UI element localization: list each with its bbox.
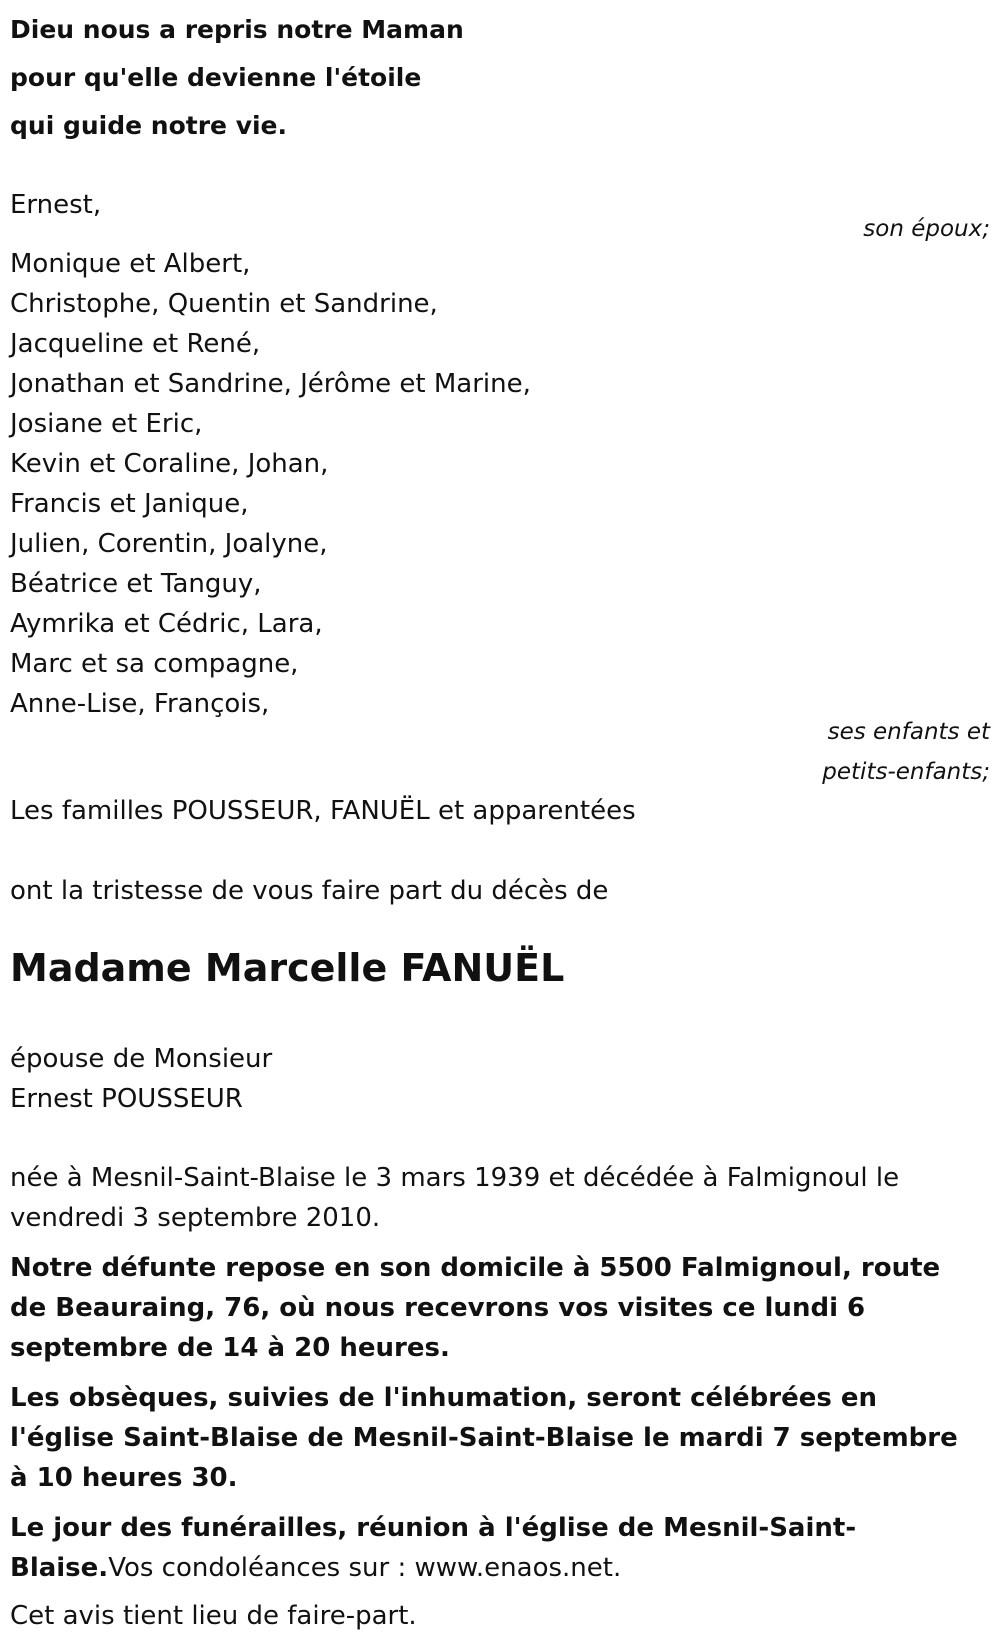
- spouse-of-line: épouse de Monsieur: [10, 1044, 273, 1074]
- spouse-role: son époux;: [863, 216, 990, 242]
- child-line: Jacqueline et René,: [10, 329, 261, 359]
- child-line: Christophe, Quentin et Sandrine,: [10, 289, 438, 319]
- visitation: Notre défunte repose en son domicile à 5500 Falmignoul, route de Beauraing, 76, où nous recevrons vos visites ce lundi 6 septembre de 14 à 20 heures.: [10, 1253, 941, 1363]
- child-line: Julien, Corentin, Joalyne,: [10, 529, 328, 559]
- announcement: ont la tristesse de vous faire part du décès de: [10, 876, 609, 906]
- epigraph: [10, 6, 464, 150]
- epigraph-line: pour qu'elle devienne l'étoile: [10, 63, 422, 92]
- families: Les familles POUSSEUR, FANUËL et apparentées: [10, 796, 636, 826]
- child-line: Monique et Albert,: [10, 249, 251, 279]
- birth-death: née à Mesnil-Saint-Blaise le 3 mars 1939 et décédée à Falmignoul le vendredi 3 septembre 2010.: [10, 1163, 900, 1233]
- child-line: Francis et Janique,: [10, 489, 249, 519]
- children-role-line: ses enfants et: [827, 719, 990, 745]
- closing: Cet avis tient lieu de faire-part.: [10, 1601, 417, 1631]
- meeting: Le jour des funérailles, réunion à l'église de Mesnil-Saint-Blaise.: [10, 1513, 857, 1583]
- condolences: Vos condoléances sur : www.enaos.net.: [108, 1553, 622, 1583]
- epigraph-line: Dieu nous a repris notre Maman: [10, 15, 464, 44]
- meeting-and-condolences: [10, 1508, 975, 1588]
- spouse-of-line: Ernest POUSSEUR: [10, 1084, 243, 1114]
- child-line: Béatrice et Tanguy,: [10, 569, 262, 599]
- funeral: Les obsèques, suivies de l'inhumation, seront célébrées en l'église Saint-Blaise de Mesnil-Saint-Blaise le mardi 7 septembre à 10 heures 30.: [10, 1383, 958, 1493]
- children-role-line: petits-enfants;: [822, 759, 990, 785]
- child-line: Anne-Lise, François,: [10, 689, 270, 719]
- children-list: [10, 244, 531, 724]
- spouse-name: Ernest,: [10, 190, 102, 220]
- children-role: [822, 712, 990, 792]
- child-line: Kevin et Coraline, Johan,: [10, 449, 329, 479]
- child-line: Aymrika et Cédric, Lara,: [10, 609, 323, 639]
- spouse-of: [10, 1039, 272, 1119]
- child-line: Jonathan et Sandrine, Jérôme et Marine,: [10, 369, 531, 399]
- child-line: Marc et sa compagne,: [10, 649, 299, 679]
- deceased-name: Madame Marcelle FANUËL: [10, 946, 565, 990]
- epigraph-line: qui guide notre vie.: [10, 111, 288, 140]
- child-line: Josiane et Eric,: [10, 409, 203, 439]
